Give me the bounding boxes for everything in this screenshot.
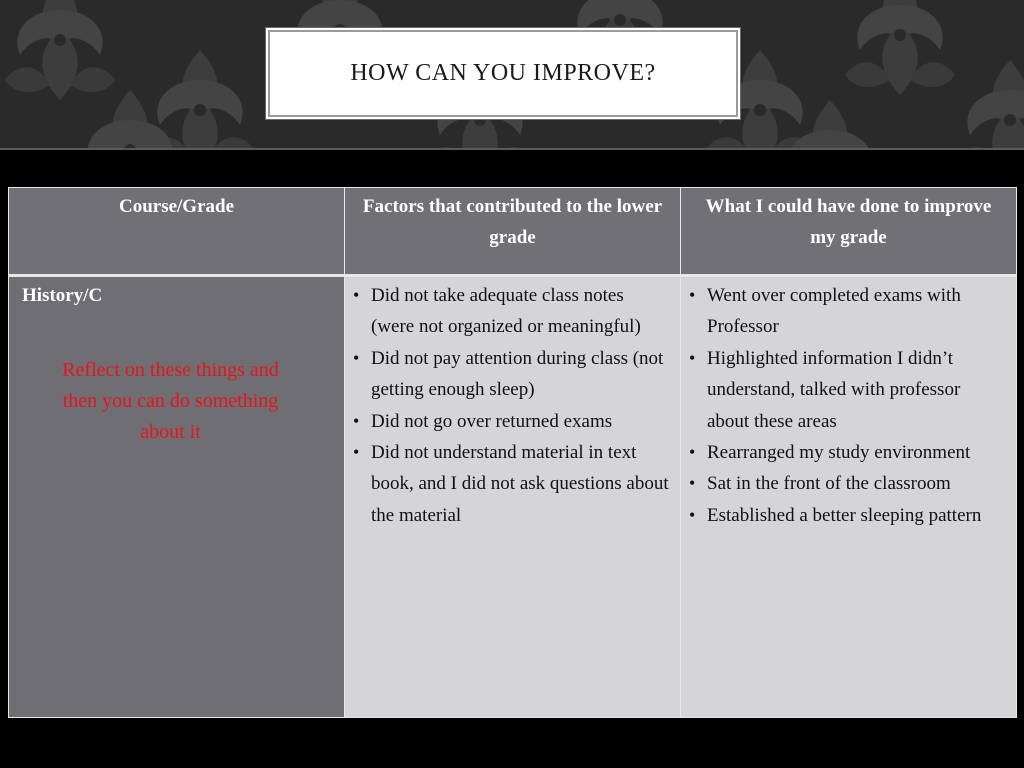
improvements-list [688,280,1006,531]
improvements-cell [681,277,1016,717]
factors-cell [345,277,681,717]
list-item: • Went over completed exams with Professor [688,280,1006,343]
course-grade: History/C [22,285,103,306]
list-item: • Rearranged my study environment [688,437,1006,468]
header-course-grade: Course/Grade [9,188,345,277]
reflection-note: Reflect on these things and then you can do something about it [62,359,279,443]
title-box [268,30,738,117]
list-item: • Did not understand material in text book, and I did not ask questions about the material [352,437,670,531]
factors-list [352,280,670,531]
list-item: • Established a better sleeping pattern [688,500,1006,531]
header-factors: Factors that contributed to the lower grade [345,188,681,277]
improvement-table [8,187,1017,718]
list-item: • Did not pay attention during class (not getting enough sleep) [352,343,670,406]
list-item: • Sat in the front of the classroom [688,468,1006,499]
header-divider [0,148,1024,150]
slide-title: HOW CAN YOU IMPROVE? [350,60,656,86]
list-item: • Highlighted information I didn’t understand, talked with professor about these areas [688,343,1006,437]
header-improvements: What I could have done to improve my grade [681,188,1016,277]
list-item: • Did not go over returned exams [352,406,670,437]
list-item: • Did not take adequate class notes (were not organized or meaningful) [352,280,670,343]
course-cell [9,277,345,717]
